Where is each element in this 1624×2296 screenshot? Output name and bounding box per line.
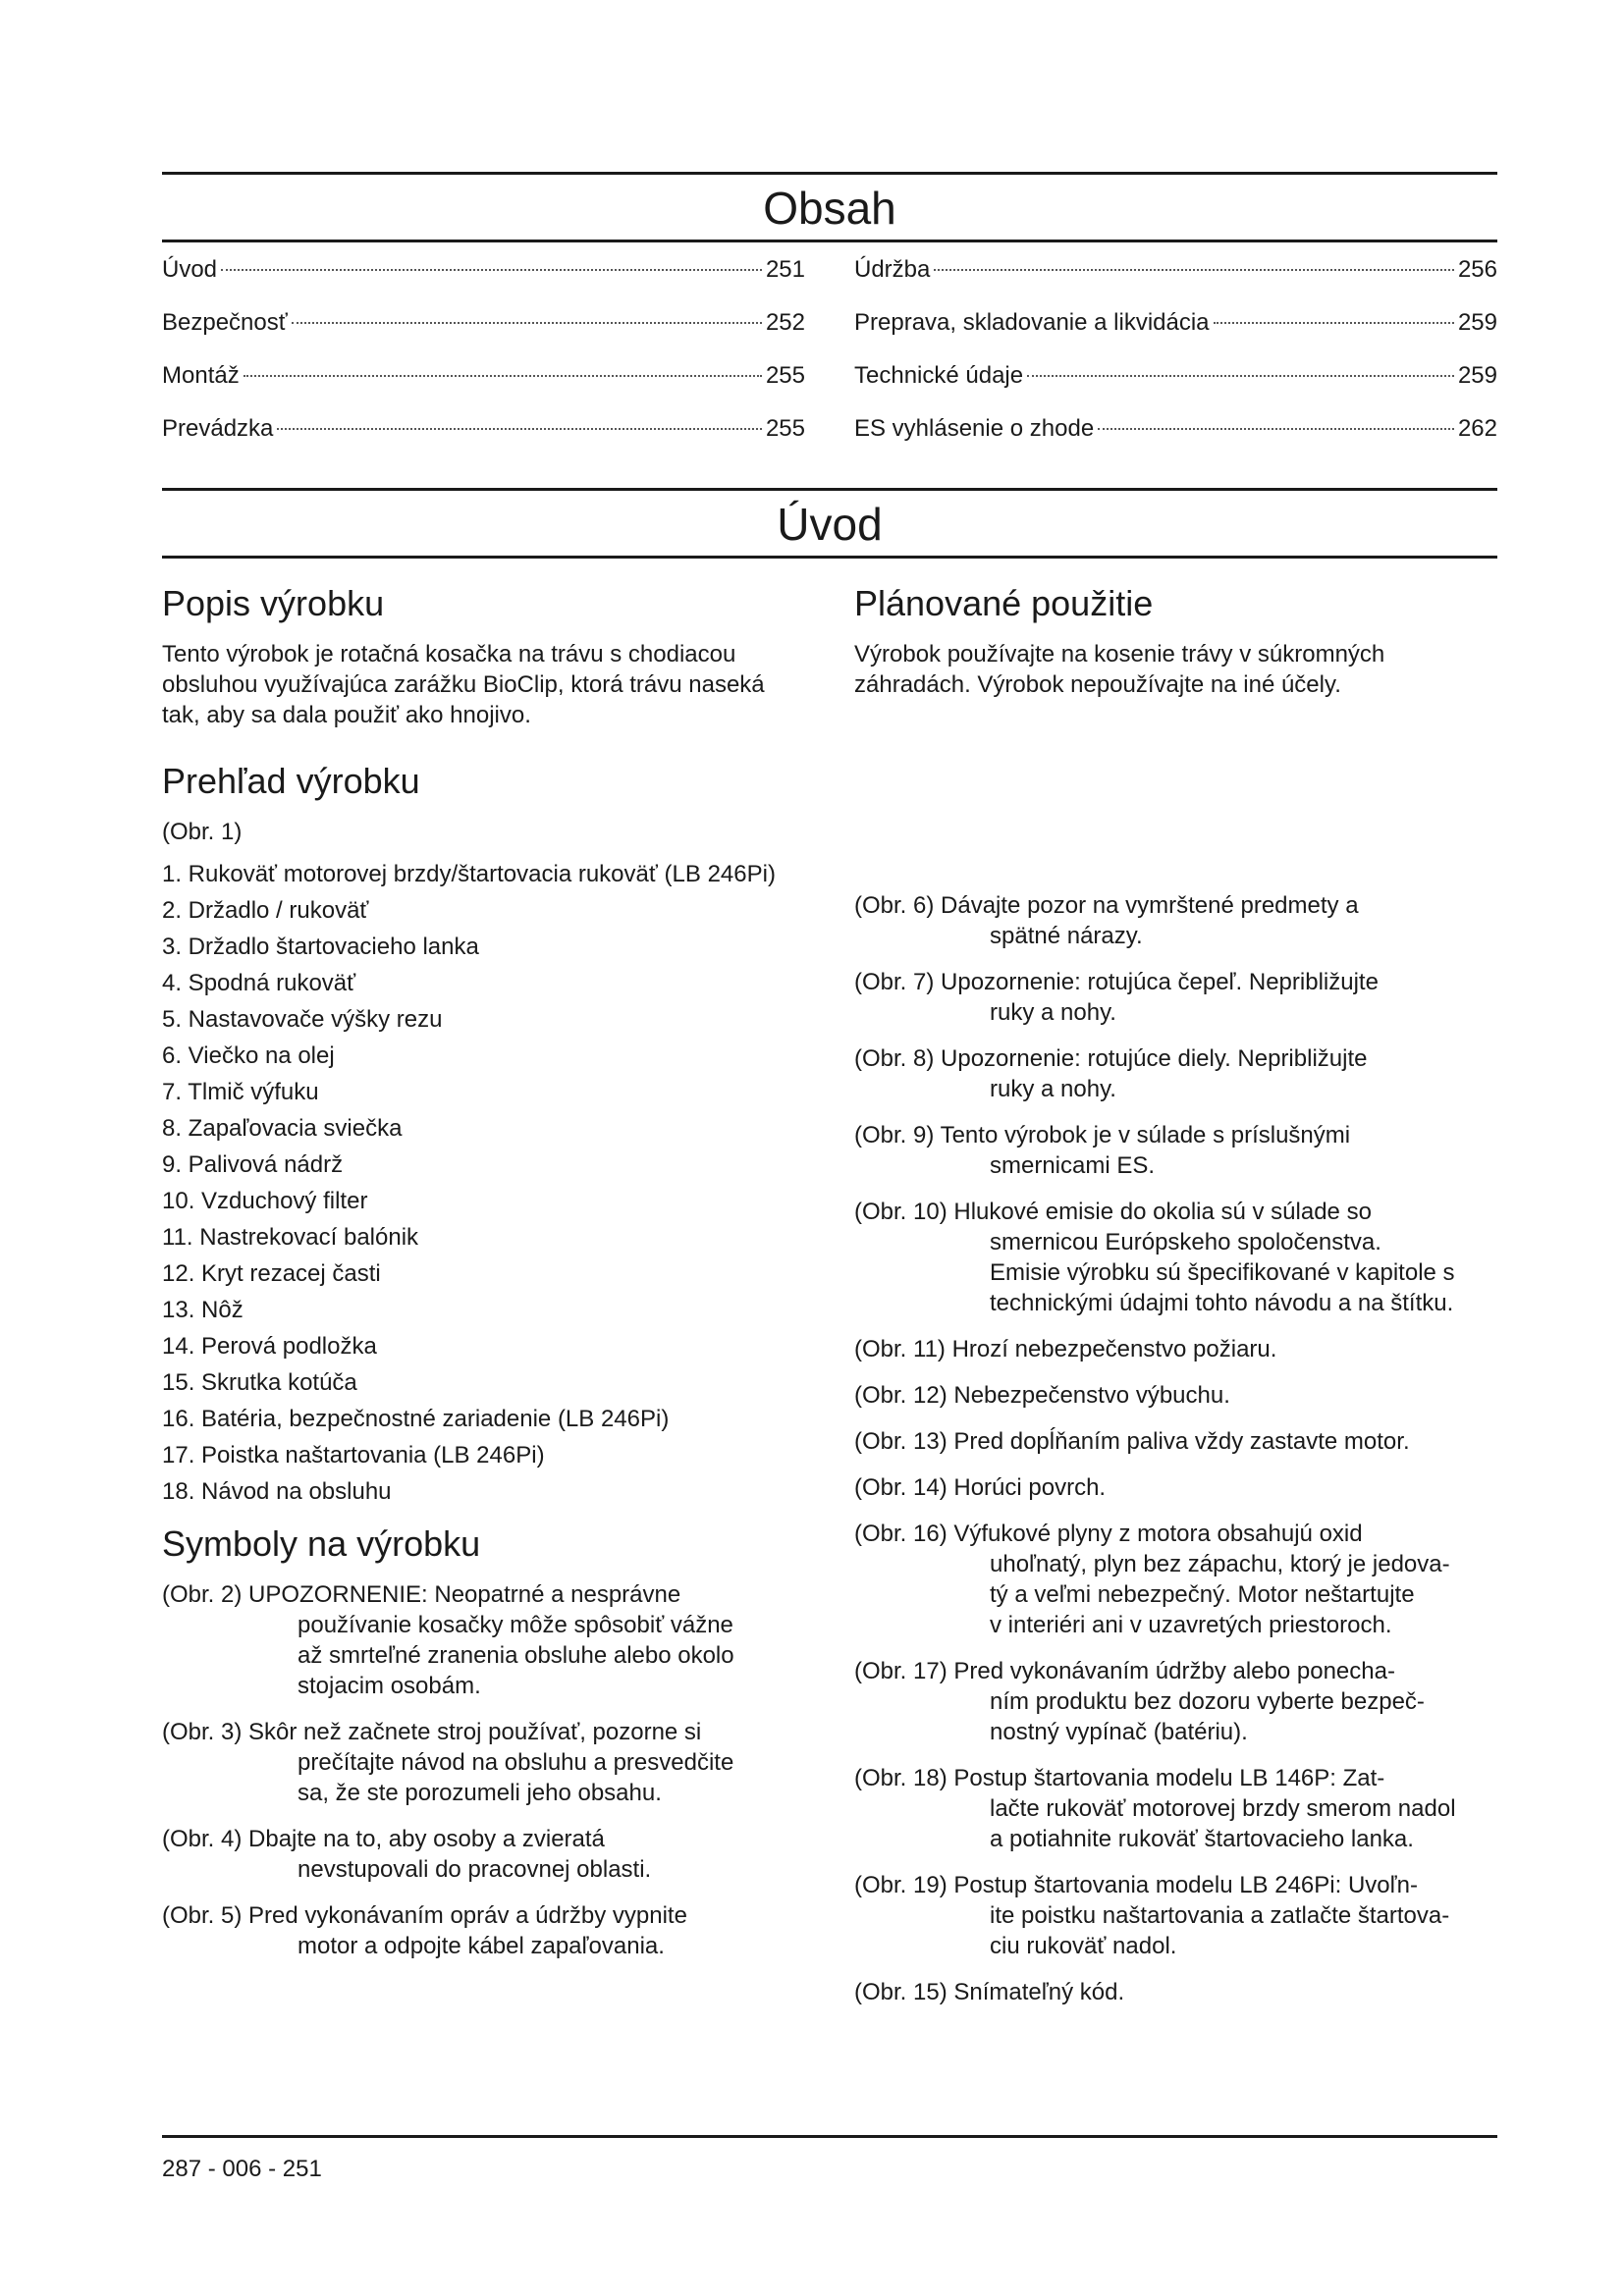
symbol-line: (Obr. 11) Hrozí nebezpečenstvo požiaru.: [854, 1336, 1277, 1362]
toc-entry-label: Prevádzka: [162, 415, 274, 442]
toc-right-column: [854, 254, 1497, 466]
symbol-line: (Obr. 6) Dávajte pozor na vymrštené predmety a: [854, 892, 1359, 919]
symbol-description: [854, 967, 1497, 1028]
symbol-line: (Obr. 18) Postup štartovania modelu LB 146P: Zat-: [854, 1765, 1385, 1791]
symboly-left-list: [162, 1579, 805, 1961]
symbol-line: tý a veľmi nebezpečný. Motor neštartujte: [990, 1581, 1415, 1608]
prehlad-heading: Prehľad výrobku: [162, 761, 420, 801]
prehlad-item: 2. Držadlo / rukoväť: [162, 897, 369, 924]
toc-leader-dots: [277, 428, 762, 430]
prehlad-item: 14. Perová podložka: [162, 1333, 377, 1360]
prehlad-item: 8. Zapaľovacia sviečka: [162, 1115, 403, 1142]
symbol-line: (Obr. 19) Postup štartovania modelu LB 246Pi: Uvoľn-: [854, 1872, 1418, 1898]
footer-page: 251: [282, 2156, 322, 2182]
toc-entry-page: 262: [1457, 415, 1497, 442]
toc-entry[interactable]: [162, 307, 805, 360]
toc-entry-page: 252: [765, 309, 805, 336]
symbol-description: [854, 1977, 1497, 2007]
footer: [162, 2156, 322, 2183]
symbol-line: a potiahnite rukoväť štartovacieho lanka.: [990, 1826, 1414, 1852]
toc-entry[interactable]: [854, 360, 1497, 413]
symbol-line: (Obr. 10) Hlukové emisie do okolia sú v súlade so: [854, 1199, 1372, 1225]
symbol-line: smernicou Európskeho spoločenstva.: [990, 1229, 1381, 1255]
symbol-line: (Obr. 15) Snímateľný kód.: [854, 1979, 1125, 2005]
toc-entry-page: 255: [765, 362, 805, 389]
symbol-line: až smrteľné zranenia obsluhe alebo okolo: [298, 1642, 734, 1669]
page-content: [162, 172, 1497, 2023]
symbol-description: [854, 1519, 1497, 1640]
symbol-line: sa, že ste porozumeli jeho obsahu.: [298, 1780, 662, 1806]
symbol-description: [854, 890, 1497, 951]
symbol-line: (Obr. 16) Výfukové plyny z motora obsahujú oxid: [854, 1521, 1363, 1547]
symbol-description: [162, 1900, 805, 1961]
popis-text: Tento výrobok je rotačná kosačka na trávu s chodiacou obsluhou využívajúca zarážku BioClip, ktorá trávu naseká tak, aby sa dala použiť ako hnojivo.: [162, 641, 765, 728]
prehlad-item: 5. Nastavovače výšky rezu: [162, 1006, 443, 1033]
left-column: [162, 859, 805, 2023]
symbol-line: (Obr. 7) Upozornenie: rotujúca čepeľ. Nepribližujte: [854, 969, 1379, 995]
symbol-line: prečítajte návod na obsluhu a presvedčite: [298, 1749, 734, 1776]
symbol-description: [854, 1763, 1497, 1854]
intro-title: Úvod: [162, 491, 1497, 559]
prehlad-item: 1. Rukoväť motorovej brzdy/štartovacia rukoväť (LB 246Pi): [162, 861, 776, 887]
popis-section: [162, 582, 805, 730]
toc-entry-label: Technické údaje: [854, 362, 1024, 389]
symbol-line: ciu rukoväť nadol.: [990, 1933, 1177, 1959]
symbol-line: (Obr. 17) Pred vykonávaním údržby alebo ponecha-: [854, 1658, 1395, 1684]
symbol-line: smernicami ES.: [990, 1152, 1156, 1179]
toc-entry[interactable]: [854, 254, 1497, 307]
toc-entry[interactable]: [162, 413, 805, 466]
toc-entry-label: Bezpečnosť: [162, 309, 288, 336]
toc-entry-page: 251: [765, 256, 805, 283]
symbol-line: (Obr. 4) Dbajte na to, aby osoby a zvieratá: [162, 1826, 605, 1852]
symbol-description: [162, 1824, 805, 1885]
symbol-description: [854, 1656, 1497, 1747]
symbol-description: [854, 1043, 1497, 1104]
toc-entry-page: 256: [1457, 256, 1497, 283]
prehlad-item: 13. Nôž: [162, 1297, 244, 1323]
toc-entry[interactable]: [162, 254, 805, 307]
symbol-line: (Obr. 9) Tento výrobok je v súlade s príslušnými: [854, 1122, 1351, 1148]
toc-entry-page: 255: [765, 415, 805, 442]
toc-entry-page: 259: [1457, 309, 1497, 336]
symbol-line: stojacim osobám.: [298, 1673, 481, 1699]
footer-rule: [162, 2135, 1497, 2138]
symbol-description: [854, 1197, 1497, 1318]
popis-heading: Popis výrobku: [162, 583, 385, 623]
toc-entry[interactable]: [854, 413, 1497, 466]
prehlad-item: 11. Nastrekovací balónik: [162, 1224, 419, 1251]
footer-code: 287 - 006 -: [162, 2156, 277, 2182]
symbol-description: [854, 1380, 1497, 1411]
planovane-text: Výrobok používajte na kosenie trávy v súkromných záhradách. Výrobok nepoužívajte na iné účely.: [854, 641, 1385, 698]
symbol-line: (Obr. 13) Pred dopĺňaním paliva vždy zastavte motor.: [854, 1428, 1410, 1455]
symbol-line: ruky a nohy.: [990, 1076, 1116, 1102]
symboly-heading: Symboly na výrobku: [162, 1523, 481, 1564]
symbol-description: [854, 1472, 1497, 1503]
table-of-contents: [162, 242, 1497, 488]
symbol-line: ním produktu bez dozoru vyberte bezpeč-: [990, 1688, 1425, 1715]
prehlad-ref: (Obr. 1): [162, 819, 243, 845]
toc-entry-label: Úvod: [162, 256, 218, 283]
toc-entry[interactable]: [854, 307, 1497, 360]
toc-leader-dots: [244, 375, 762, 377]
symbol-description: [162, 1579, 805, 1701]
symbol-line: ite poistku naštartovania a zatlačte štartova-: [990, 1902, 1450, 1929]
toc-entry-label: Údržba: [854, 256, 931, 283]
toc-title: Obsah: [162, 175, 1497, 242]
symbol-line: (Obr. 8) Upozornenie: rotujúce diely. Nepribližujte: [854, 1045, 1368, 1072]
planovane-section: [854, 582, 1497, 730]
symbol-line: používanie kosačky môže spôsobiť vážne: [298, 1612, 733, 1638]
prehlad-item: 4. Spodná rukoväť: [162, 970, 356, 996]
symbol-description: [162, 1717, 805, 1808]
symbol-line: (Obr. 3) Skôr než začnete stroj používať, pozorne si: [162, 1719, 702, 1745]
prehlad-item: 3. Držadlo štartovacieho lanka: [162, 934, 479, 960]
main-columns: [162, 859, 1497, 2023]
symboly-right-list: [854, 859, 1497, 2023]
symbol-line: nostný vypínač (batériu).: [990, 1719, 1248, 1745]
symbol-description: [854, 1426, 1497, 1457]
intro-columns: [162, 582, 1497, 730]
prehlad-item: 12. Kryt rezacej časti: [162, 1260, 381, 1287]
symbol-line: spätné nárazy.: [990, 923, 1143, 949]
symbol-description: [854, 1334, 1497, 1364]
symbol-line: ruky a nohy.: [990, 999, 1116, 1026]
prehlad-item: 17. Poistka naštartovania (LB 246Pi): [162, 1442, 545, 1468]
prehlad-item: 18. Návod na obsluhu: [162, 1478, 392, 1505]
prehlad-item: 7. Tlmič výfuku: [162, 1079, 319, 1105]
toc-entry-page: 259: [1457, 362, 1497, 389]
symbol-line: nevstupovali do pracovnej oblasti.: [298, 1856, 652, 1883]
prehlad-list: [162, 859, 805, 1507]
toc-entry-label: Montáž: [162, 362, 240, 389]
toc-entry-label: ES vyhlásenie o zhode: [854, 415, 1095, 442]
symbol-line: (Obr. 14) Horúci povrch.: [854, 1474, 1107, 1501]
symbol-description: [854, 1870, 1497, 1961]
symbol-line: technickými údajmi tohto návodu a na štítku.: [990, 1290, 1454, 1316]
prehlad-item: 10. Vzduchový filter: [162, 1188, 368, 1214]
symbol-line: motor a odpojte kábel zapaľovania.: [298, 1933, 665, 1959]
prehlad-item: 6. Viečko na olej: [162, 1042, 335, 1069]
symbol-line: Emisie výrobku sú špecifikované v kapitole s: [990, 1259, 1455, 1286]
toc-entry[interactable]: [162, 360, 805, 413]
toc-leader-dots: [1214, 322, 1454, 324]
symbol-line: (Obr. 2) UPOZORNENIE: Neopatrné a nesprávne: [162, 1581, 681, 1608]
toc-leader-dots: [221, 269, 762, 271]
symbol-line: (Obr. 12) Nebezpečenstvo výbuchu.: [854, 1382, 1230, 1409]
prehlad-item: 16. Batéria, bezpečnostné zariadenie (LB 246Pi): [162, 1406, 670, 1432]
symbol-line: lačte rukoväť motorovej brzdy smerom nadol: [990, 1795, 1456, 1822]
prehlad-item: 15. Skrutka kotúča: [162, 1369, 357, 1396]
symbol-line: (Obr. 5) Pred vykonávaním opráv a údržby vypnite: [162, 1902, 687, 1929]
toc-leader-dots: [292, 322, 762, 324]
symbol-description: [854, 1120, 1497, 1181]
toc-leader-dots: [1027, 375, 1454, 377]
toc-leader-dots: [934, 269, 1454, 271]
toc-entry-label: Preprava, skladovanie a likvidácia: [854, 309, 1210, 336]
symbol-line: uhoľnatý, plyn bez zápachu, ktorý je jedova-: [990, 1551, 1450, 1577]
prehlad-item: 9. Palivová nádrž: [162, 1151, 344, 1178]
planovane-heading: Plánované použitie: [854, 583, 1154, 623]
symbol-line: v interiéri ani v uzavretých priestoroch.: [990, 1612, 1392, 1638]
toc-left-column: [162, 254, 805, 466]
toc-leader-dots: [1098, 428, 1454, 430]
